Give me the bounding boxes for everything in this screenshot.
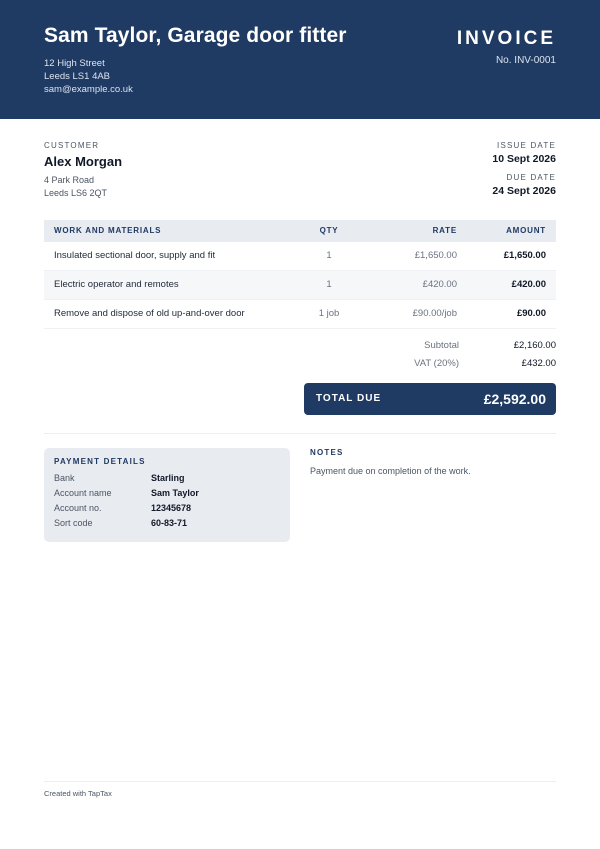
customer-address-line: 4 Park Road xyxy=(44,175,95,185)
payment-value: Starling xyxy=(151,473,185,483)
notes-title: NOTES xyxy=(310,448,344,457)
dates-block xyxy=(492,141,556,197)
payment-value: 12345678 xyxy=(151,503,192,513)
column-header-description: WORK AND MATERIALS xyxy=(54,226,162,235)
customer-block xyxy=(44,141,122,199)
item-qty: 1 job xyxy=(318,308,340,319)
column-header-qty: QTY xyxy=(319,226,339,235)
invoice-header xyxy=(0,0,600,119)
item-description: Electric operator and remotes xyxy=(54,279,179,290)
customer-name: Alex Morgan xyxy=(44,154,123,169)
payment-details-panel xyxy=(44,448,290,542)
issue-date-value: 10 Sept 2026 xyxy=(492,153,556,165)
issue-date-label: ISSUE DATE xyxy=(497,141,556,150)
item-description: Remove and dispose of old up-and-over door xyxy=(54,308,245,319)
item-rate: £90.00/job xyxy=(412,308,457,319)
subtotal-row xyxy=(306,340,556,356)
business-address-line: Leeds LS1 4AB xyxy=(44,71,111,82)
notes-text: Payment due on completion of the work. xyxy=(310,466,471,476)
payment-row-sort-code xyxy=(54,518,280,533)
notes-block xyxy=(310,448,556,476)
payment-value: 60-83-71 xyxy=(151,518,188,528)
table-row xyxy=(44,271,556,300)
payment-row-account-no xyxy=(54,503,280,518)
customer-address-line: Leeds LS6 2QT xyxy=(44,187,108,198)
total-due-label: TOTAL DUE xyxy=(316,393,382,404)
invoice-title: INVOICE xyxy=(456,28,556,49)
item-amount: £1,650.00 xyxy=(503,250,546,261)
payment-label: Sort code xyxy=(54,518,93,528)
subtotal-label: Subtotal xyxy=(424,340,459,351)
total-due-box xyxy=(304,383,556,415)
total-due-value: £2,592.00 xyxy=(483,391,546,407)
due-date-label: DUE DATE xyxy=(506,173,556,182)
payment-details-title: PAYMENT DETAILS xyxy=(54,457,146,466)
payment-label: Bank xyxy=(54,473,75,483)
vat-row xyxy=(306,358,556,374)
item-rate: £1,650.00 xyxy=(414,250,457,261)
payment-label: Account no. xyxy=(54,503,102,513)
customer-address xyxy=(44,174,122,199)
business-email: sam@example.co.uk xyxy=(44,84,133,95)
business-address-line: 12 High Street xyxy=(44,58,105,69)
payment-label: Account name xyxy=(54,488,112,498)
section-divider xyxy=(44,433,556,434)
table-row xyxy=(44,242,556,271)
item-qty: 1 xyxy=(326,250,332,261)
items-table-header xyxy=(44,220,556,242)
vat-value: £432.00 xyxy=(521,358,556,369)
column-header-amount: AMOUNT xyxy=(506,226,546,235)
table-row xyxy=(44,300,556,329)
item-amount: £420.00 xyxy=(511,279,546,290)
business-name: Sam Taylor, Garage door fitter xyxy=(44,24,347,47)
item-amount: £90.00 xyxy=(516,308,546,319)
subtotal-value: £2,160.00 xyxy=(513,340,556,351)
due-date-value: 24 Sept 2026 xyxy=(492,185,556,197)
item-description: Insulated sectional door, supply and fit xyxy=(54,250,216,261)
business-address xyxy=(44,57,133,96)
footer-divider xyxy=(44,781,556,782)
item-rate: £420.00 xyxy=(422,279,457,290)
footer-credit: Created with TapTax xyxy=(44,789,112,798)
payment-row-account-name xyxy=(54,488,280,503)
vat-label: VAT (20%) xyxy=(414,358,459,369)
item-qty: 1 xyxy=(326,279,332,290)
payment-value: Sam Taylor xyxy=(151,488,199,498)
customer-label: CUSTOMER xyxy=(44,141,100,150)
payment-row-bank xyxy=(54,473,280,488)
column-header-rate: RATE xyxy=(432,226,457,235)
invoice-number: No. INV-0001 xyxy=(495,55,556,66)
